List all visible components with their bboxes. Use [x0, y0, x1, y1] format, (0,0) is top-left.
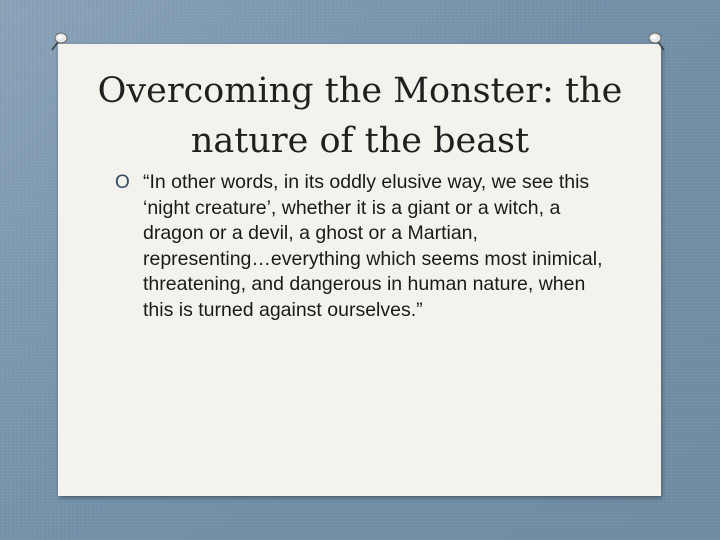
bullet-marker: O — [115, 172, 130, 193]
bullet-item — [115, 170, 605, 323]
pushpin-icon — [48, 30, 70, 52]
pushpin-icon — [646, 30, 668, 52]
bullet-text: “In other words, in its oddly elusive way, we see this ‘night creature’, whether it is a giant or a witch, a dragon or a devil, a ghost or a Martian, representing…everything which seems most inimical, threatening, and dangerous in human nature, when this is turned against ourselves.” — [143, 171, 603, 321]
bullet-list — [115, 170, 605, 323]
slide-title: Overcoming the Monster: the nature of the beast — [97, 71, 623, 161]
